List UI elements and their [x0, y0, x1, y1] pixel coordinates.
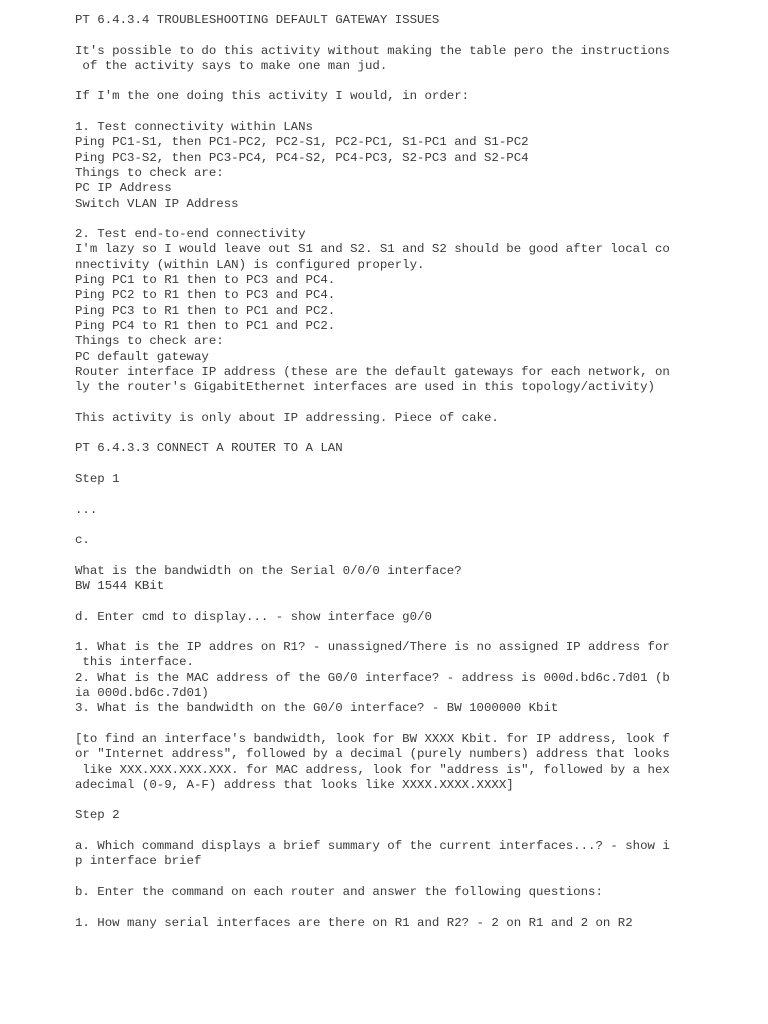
text-line: Ping PC1 to R1 then to PC3 and PC4.: [75, 273, 336, 288]
text-line: Step 2: [75, 808, 120, 823]
blank-line: [75, 74, 685, 89]
text-line: ly the router's GigabitEthernet interfaces are used in this topology/activity): [75, 380, 655, 395]
text-line: PC default gateway: [75, 349, 209, 364]
blank-line: [75, 625, 685, 640]
text-line: Ping PC2 to R1 then to PC3 and PC4.: [75, 288, 336, 303]
text-line: 2. Test end-to-end connectivity: [75, 227, 306, 242]
text-line: Router interface IP address (these are the default gateways for each network, on: [75, 364, 670, 379]
text-line: This activity is only about IP addressing. Piece of cake.: [75, 410, 499, 425]
text-line: p interface brief: [75, 854, 202, 869]
blank-line: [75, 28, 685, 43]
text-line: Switch VLAN IP Address: [75, 196, 239, 211]
blank-line: [75, 457, 685, 472]
text-line: a. Which command displays a brief summary of the current interfaces...? - show i: [75, 839, 670, 854]
text-line: 1. How many serial interfaces are there on R1 and R2? - 2 on R1 and 2 on R2: [75, 915, 633, 930]
text-line: c.: [75, 533, 90, 548]
blank-line: [75, 900, 685, 915]
blank-line: [75, 395, 685, 410]
blank-line: [75, 518, 685, 533]
text-line: I'm lazy so I would leave out S1 and S2. S1 and S2 should be good after local co: [75, 242, 670, 257]
text-line: BW 1544 KBit: [75, 578, 165, 593]
blank-line: [75, 594, 685, 609]
text-line: ...: [75, 502, 98, 517]
text-line: 1. Test connectivity within LANs: [75, 120, 313, 135]
text-line: adecimal (0-9, A-F) address that looks like XXXX.XXXX.XXXX]: [75, 777, 514, 792]
blank-line: [75, 426, 685, 441]
text-line: If I'm the one doing this activity I would, in order:: [75, 89, 470, 104]
blank-line: [75, 824, 685, 839]
blank-line: [75, 717, 685, 732]
blank-line: [75, 105, 685, 120]
text-line: [to find an interface's bandwidth, look for BW XXXX Kbit. for IP address, look f: [75, 731, 670, 746]
text-line: Things to check are:: [75, 334, 224, 349]
text-line: Ping PC1-S1, then PC1-PC2, PC2-S1, PC2-PC1, S1-PC1 and S1-PC2: [75, 135, 529, 150]
text-line: Things to check are:: [75, 165, 224, 180]
blank-line: [75, 212, 685, 227]
text-line: 2. What is the MAC address of the G0/0 interface? - address is 000d.bd6c.7d01 (b: [75, 670, 670, 685]
text-line: or "Internet address", followed by a decimal (purely numbers) address that looks: [75, 747, 670, 762]
blank-line: [75, 793, 685, 808]
text-line: PC IP Address: [75, 181, 172, 196]
document-text: [75, 13, 685, 931]
text-line: What is the bandwidth on the Serial 0/0/0 interface?: [75, 563, 462, 578]
text-line: Ping PC4 to R1 then to PC1 and PC2.: [75, 318, 336, 333]
text-line: PT 6.4.3.3 CONNECT A ROUTER TO A LAN: [75, 441, 343, 456]
text-line: Ping PC3 to R1 then to PC1 and PC2.: [75, 303, 336, 318]
text-line: like XXX.XXX.XXX.XXX. for MAC address, look for "address is", followed by a hex: [75, 762, 670, 777]
text-line: b. Enter the command on each router and answer the following questions:: [75, 884, 603, 899]
text-line: Ping PC3-S2, then PC3-PC4, PC4-S2, PC4-PC3, S2-PC3 and S2-PC4: [75, 150, 529, 165]
text-line: 3. What is the bandwidth on the G0/0 interface? - BW 1000000 Kbit: [75, 701, 559, 716]
text-line: d. Enter cmd to display... - show interface g0/0: [75, 609, 432, 624]
text-line: 1. What is the IP addres on R1? - unassigned/There is no assigned IP address for: [75, 640, 670, 655]
blank-line: [75, 487, 685, 502]
text-line: nnectivity (within LAN) is configured properly.: [75, 257, 425, 272]
text-line: PT 6.4.3.4 TROUBLESHOOTING DEFAULT GATEWAY ISSUES: [75, 13, 440, 27]
text-line: of the activity says to make one man jud.: [75, 58, 388, 73]
text-line: Step 1: [75, 471, 120, 486]
text-line: It's possible to do this activity without making the table pero the instructions: [75, 43, 670, 58]
text-line: ia 000d.bd6c.7d01): [75, 686, 209, 701]
blank-line: [75, 870, 685, 885]
text-line: this interface.: [75, 655, 194, 670]
blank-line: [75, 548, 685, 563]
